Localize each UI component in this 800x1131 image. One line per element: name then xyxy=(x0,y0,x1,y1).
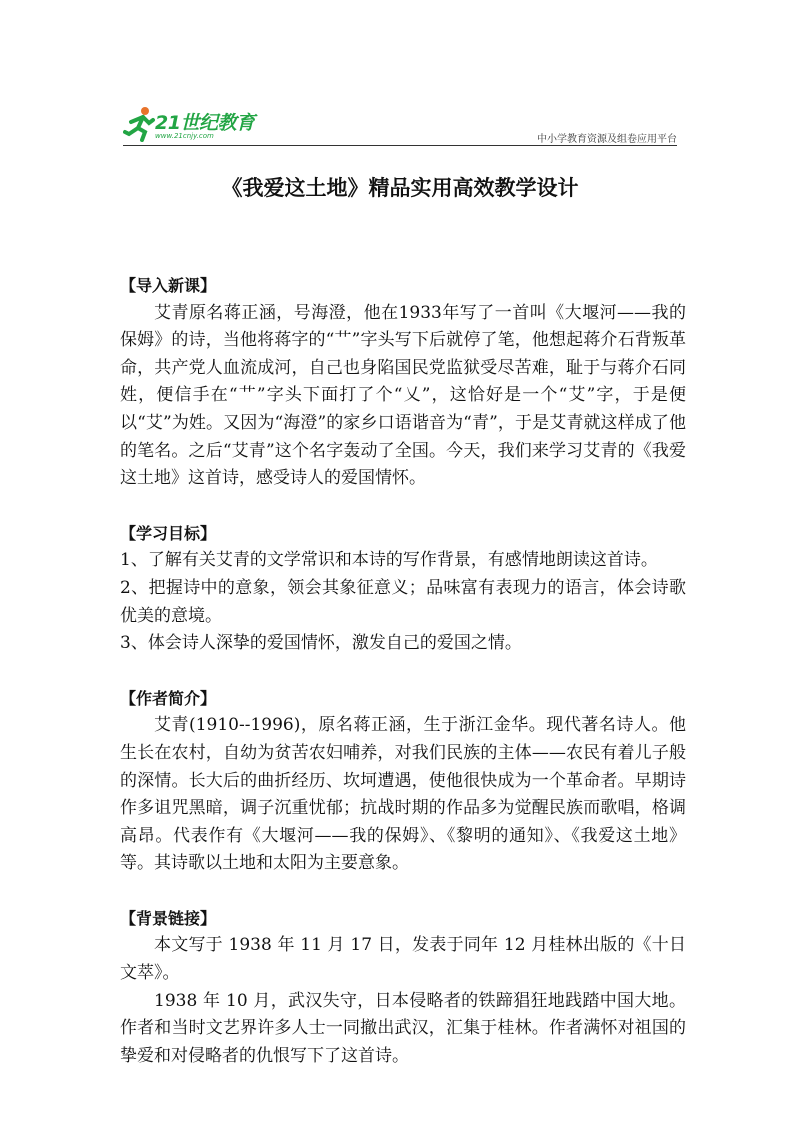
goal-item: 1、了解有关艾青的文学常识和本诗的写作背景，有感情地朗读这首诗。 xyxy=(120,550,658,571)
background-paragraph: 本文写于 1938 年 11 月 17 日，发表于同年 12 月桂林出版的《十日文萃》。 xyxy=(120,935,686,984)
logo-text: 21世纪教育 xyxy=(155,112,255,134)
background-paragraph: 1938 年 10 月，武汉失守，日本侵略者的铁蹄猖狂地践踏中国大地。作者和当时文艺界许多人士一同撤出武汉，汇集于桂林。作者满怀对祖国的挚爱和对侵略者的仇恨写下了这首诗。 xyxy=(120,990,686,1066)
platform-tagline: 中小学教育资源及组卷应用平台 xyxy=(537,134,677,145)
section-heading-background: 【背景链接】 xyxy=(120,908,217,928)
intro-paragraph: 艾青原名蒋正涵，号海澄，他在1933年写了一首叫《大堰河——我的保姆》的诗，当他将蒋字的“艹”字头写下后就停了笔，他想起蒋介石背叛革命，共产党人血流成河，自己也身陷国民党监狱受尽苦难，耻于与蒋介石同姓，便信手在“艹”字头下面打了个“乂”，这恰好是一个“艾”字，于是便以“艾”为姓。又因为“海澄”的家乡口语谐音为“青”，于是艾青就这样成了他的笔名。之后“艾青”这个名字轰动了全国。今天，我们来学习艾青的《我爱这土地》这首诗，感受诗人的爱国情怀。 xyxy=(120,302,686,489)
runner-logo-icon xyxy=(123,106,157,142)
page-header xyxy=(123,106,677,146)
goal-item: 2、把握诗中的意象，领会其象征意义；品味富有表现力的语言，体会诗歌优美的意境。 xyxy=(120,577,686,626)
section-heading-author: 【作者简介】 xyxy=(120,688,217,708)
section-heading-goals: 【学习目标】 xyxy=(120,523,217,543)
document-body xyxy=(120,272,686,1070)
logo xyxy=(123,106,283,146)
logo-url: www.21cnjy.com xyxy=(155,132,214,140)
header-divider xyxy=(123,145,677,146)
author-paragraph: 艾青(1910--1996)，原名蒋正涵，生于浙江金华。现代著名诗人。他生长在农村，自幼为贫苦农妇哺养，对我们民族的主体——农民有着儿子般的深情。长大后的曲折经历、坎坷遭遇，使他很快成为一个革命者。早期诗作多诅咒黑暗，调子沉重忧郁；抗战时期的作品多为觉醒民族而歌唱，格调高昂。代表作有《大堰河——我的保姆》、《黎明的通知》、《我爱这土地》等。其诗歌以土地和太阳为主要意象。 xyxy=(120,715,686,874)
page-title: 《我爱这土地》精品实用高效教学设计 xyxy=(221,176,579,200)
goal-item: 3、体会诗人深挚的爱国情怀，激发自己的爱国之情。 xyxy=(120,633,522,654)
section-heading-intro: 【导入新课】 xyxy=(120,276,217,295)
